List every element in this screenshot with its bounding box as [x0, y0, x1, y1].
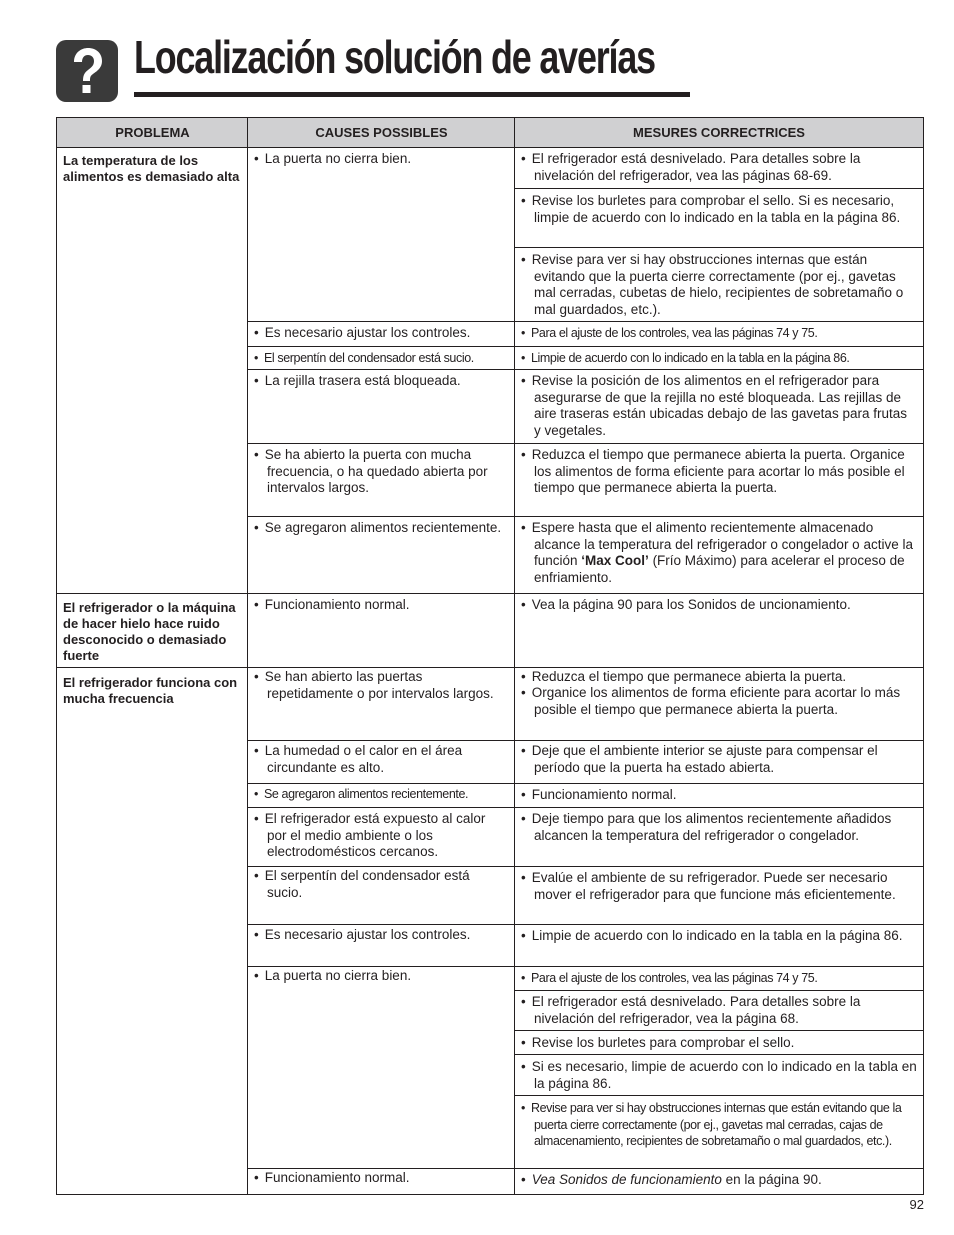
cause-cell: • El serpentín del condensador está sucio. — [254, 868, 470, 900]
question-mark-icon — [56, 40, 118, 102]
cause-cell: • Se agregaron alimentos recientemente. — [254, 787, 469, 801]
remedy-cell: • Si es necesario, limpie de acuerdo con lo indicado en la tabla en la página 86. — [521, 1059, 917, 1091]
remedy-cell: • Limpie de acuerdo con lo indicado en la tabla en la página 86. — [521, 928, 903, 943]
remedy-cell: • Vea la página 90 para los Sonidos de uncionamiento. — [521, 597, 851, 612]
remedy-cell: • Evalúe el ambiente de su refrigerador. Puede ser necesario mover el refrigerador para que funcione más eficientemente. — [521, 870, 896, 902]
remedy-cell: • Revise la posición de los alimentos en el refrigerador para asegurarse de que la rejilla no esté bloqueada. Las rejillas de aire traseras están ubicadas debajo de las gavetas para frutas y vegetales. — [521, 373, 907, 438]
cause-cell: • La rejilla trasera está bloqueada. — [254, 373, 461, 388]
remedy-cell: • Revise para ver si hay obstrucciones internas que están evitando que la puerta cierre correctamente (por ej., gavetas mal cerradas, cubetas de hielo, recipientes de sobretamaño o mal guardados, etc.). — [521, 252, 904, 317]
cause-cell: • Se han abierto las puertas repetidamente o por intervalos largos. — [254, 669, 494, 701]
cause-cell: • Es necesario ajustar los controles. — [254, 325, 471, 340]
cause-cell: • Funcionamiento normal. — [254, 597, 410, 612]
header-problem: PROBLEMA — [57, 118, 248, 148]
remedy-cell: • Para el ajuste de los controles, vea las páginas 74 y 75. — [521, 326, 818, 340]
remedy-cell: • Vea Sonidos de funcionamiento en la página 90. — [521, 1172, 822, 1187]
title-rule — [134, 92, 690, 97]
remedy-cell: • Revise los burletes para comprobar el sello. — [521, 1035, 795, 1050]
cause-cell: • El serpentín del condensador está sucio. — [254, 351, 474, 365]
remedy-cell: • Revise los burletes para comprobar el sello. Si es necesario, limpie de acuerdo con lo indicado en la tabla en la página 86. — [521, 193, 901, 225]
remedy-cell: • Reduzca el tiempo que permanece abierta la puerta. Organice los alimentos de forma eficiente para acortar lo más posible el tiempo que permanece abierta la puerta. — [521, 447, 905, 495]
remedy-cell: • Deje que el ambiente interior se ajuste para compensar el período que la puerta ha estado abierta. — [521, 743, 878, 775]
problem-cell: La temperatura de los alimentos es demasiado alta — [63, 153, 240, 184]
troubleshooting-table — [56, 117, 924, 1195]
cause-cell: • La humedad o el calor en el área circundante es alto. — [254, 743, 463, 775]
remedy-cell: • Limpie de acuerdo con lo indicado en la tabla en la página 86. — [521, 351, 850, 365]
column-divider — [247, 118, 248, 1194]
remedy-cell: • Espere hasta que el alimento recientemente almacenado alcance la temperatura del refrigerador o congelador o active la función ‘Max Cool’ (Frío Máximo) para acelerar el proceso de enfriamiento. — [521, 520, 913, 585]
cause-cell: • La puerta no cierra bien. — [254, 968, 412, 983]
remedy-cell: • Funcionamiento normal. — [521, 787, 677, 802]
remedy-cell: • El refrigerador está desnivelado. Para detalles sobre la nivelación del refrigerador, vea las páginas 68-69. — [521, 151, 861, 183]
header-remedies: MESURES CORRECTRICES — [515, 118, 923, 148]
remedy-cell: • Revise para ver si hay obstrucciones internas que están evitando que la puerta cierre correctamente (por ej., gavetas mal cerradas, cajas de almacenamiento, recipientes de sobretamaño o mal guardados, etc.). — [521, 1101, 902, 1148]
problem-cell: El refrigerador o la máquina de hacer hielo hace ruido desconocido o demasiado fuerte — [63, 600, 236, 663]
cause-cell: • Se ha abierto la puerta con mucha frecuencia, o ha quedado abierta por intervalos largos. — [254, 447, 488, 495]
problem-cell: El refrigerador funciona con mucha frecuencia — [63, 675, 238, 706]
cause-cell: • Es necesario ajustar los controles. — [254, 927, 471, 942]
cause-cell: • Funcionamiento normal. — [254, 1170, 410, 1185]
page-title: Localización solución de averías — [134, 31, 655, 83]
page-number: 92 — [909, 1197, 924, 1212]
header-causes: CAUSES POSSIBLES — [248, 118, 515, 148]
remedy-cell: • Organice los alimentos de forma eficiente para acortar lo más posible el tiempo que permanece abierta la puerta. — [521, 685, 901, 717]
cause-cell: • Se agregaron alimentos recientemente. — [254, 520, 502, 535]
remedy-cell: • El refrigerador está desnivelado. Para detalles sobre la nivelación del refrigerador, vea la página 68. — [521, 994, 861, 1026]
cause-cell: • La puerta no cierra bien. — [254, 151, 412, 166]
cause-cell: • El refrigerador está expuesto al calor por el medio ambiente o los electrodomésticos cercanos. — [254, 811, 486, 859]
remedy-cell: • Reduzca el tiempo que permanece abierta la puerta. — [521, 669, 847, 684]
remedy-cell: • Para el ajuste de los controles, vea las páginas 74 y 75. — [521, 971, 818, 985]
remedy-cell: • Deje tiempo para que los alimentos recientemente añadidos alcancen la temperatura del refrigerador o congelador. — [521, 811, 892, 843]
